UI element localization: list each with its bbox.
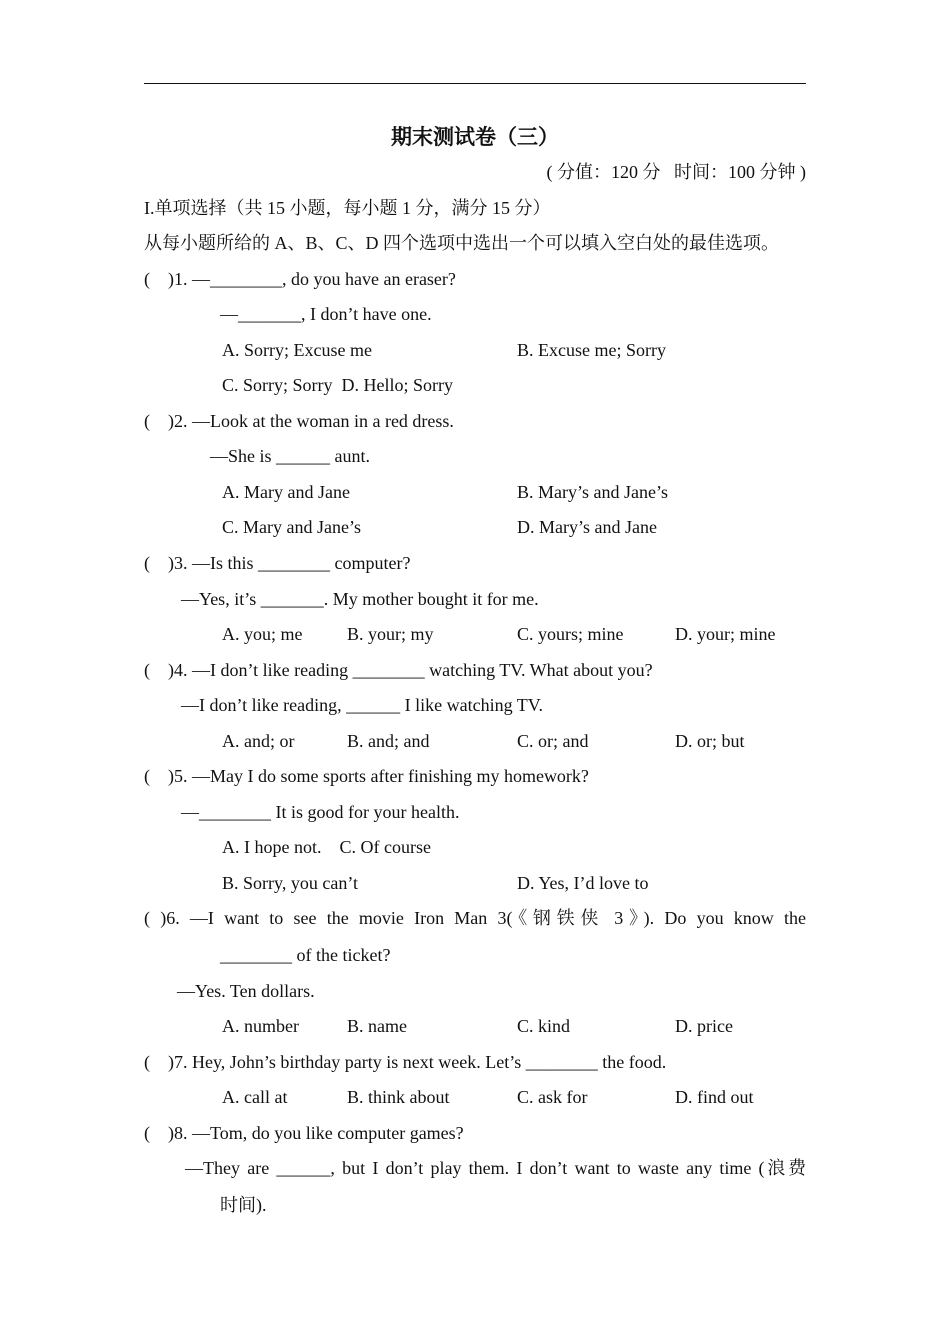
section-heading: I.单项选择（共 15 小题，每小题 1 分，满分 15 分） [144, 198, 551, 218]
q4-option-c: C. or; and [517, 731, 589, 751]
q2-option-c: C. Mary and Jane’s [222, 517, 361, 537]
q4-option-b: B. and; and [347, 731, 430, 751]
q4-option-d: D. or; but [675, 731, 745, 751]
q6-stem-line2: ________ of the ticket? [220, 945, 391, 965]
q5-option-b: B. Sorry, you can’t [222, 873, 358, 893]
q7-option-a: A. call at [222, 1087, 288, 1107]
q1-stem: ( )1. —________, do you have an eraser? [144, 269, 456, 289]
q1-option-cd: C. Sorry; Sorry D. Hello; Sorry [222, 375, 453, 395]
q7-stem: ( )7. Hey, John’s birthday party is next week. Let’s ________ the food. [144, 1052, 667, 1072]
q3-stem: ( )3. —Is this ________ computer? [144, 553, 411, 573]
q3-reply: —Yes, it’s _______. My mother bought it for me. [181, 589, 539, 609]
q2-stem: ( )2. —Look at the woman in a red dress. [144, 411, 454, 431]
q6-reply: —Yes. Ten dollars. [177, 981, 315, 1001]
q7-option-d: D. find out [675, 1087, 754, 1107]
q3-option-b: B. your; my [347, 624, 434, 644]
q2-option-d: D. Mary’s and Jane [517, 517, 657, 537]
q3-option-a: A. you; me [222, 624, 303, 644]
q3-option-c: C. yours; mine [517, 624, 624, 644]
q2-option-a: A. Mary and Jane [222, 482, 350, 502]
section-instruction: 从每小题所给的 A、B、C、D 四个选项中选出一个可以填入空白处的最佳选项。 [144, 233, 780, 253]
q5-option-d: D. Yes, I’d love to [517, 873, 649, 893]
q6-option-d: D. price [675, 1016, 733, 1036]
q5-reply: —________ It is good for your health. [181, 802, 460, 822]
q7-option-c: C. ask for [517, 1087, 588, 1107]
q3-option-d: D. your; mine [675, 624, 776, 644]
q4-stem: ( )4. —I don’t like reading ________ watching TV. What about you? [144, 660, 653, 680]
q6-option-c: C. kind [517, 1016, 571, 1036]
q6-option-a: A. number [222, 1016, 299, 1036]
score-info: ( 分值：120 分 时间：100 分钟 ) [546, 162, 806, 182]
q5-stem: ( )5. —May I do some sports after finishing my homework? [144, 766, 589, 786]
header-rule [144, 83, 806, 84]
q8-reply-line2: 时间). [220, 1195, 267, 1215]
page-title: 期末测试卷（三） [391, 125, 559, 149]
q6-option-b: B. name [347, 1016, 407, 1036]
q8-reply-line1: —They are ______, but I don’t play them. I don’t want to waste any time (浪费 [185, 1158, 806, 1178]
q1-reply: —_______, I don’t have one. [220, 304, 432, 324]
q5-option-ac: A. I hope not. C. Of course [222, 837, 431, 857]
q6-stem-line1: ( )6. —I want to see the movie Iron Man 3(《钢铁侠 3》). Do you know the [144, 908, 806, 928]
q8-stem: ( )8. —Tom, do you like computer games? [144, 1123, 464, 1143]
q1-option-a: A. Sorry; Excuse me [222, 340, 372, 360]
q7-option-b: B. think about [347, 1087, 450, 1107]
q2-reply: —She is ______ aunt. [210, 446, 370, 466]
q4-reply: —I don’t like reading, ______ I like watching TV. [181, 695, 543, 715]
q4-option-a: A. and; or [222, 731, 295, 751]
q2-option-b: B. Mary’s and Jane’s [517, 482, 668, 502]
q1-option-b: B. Excuse me; Sorry [517, 340, 666, 360]
